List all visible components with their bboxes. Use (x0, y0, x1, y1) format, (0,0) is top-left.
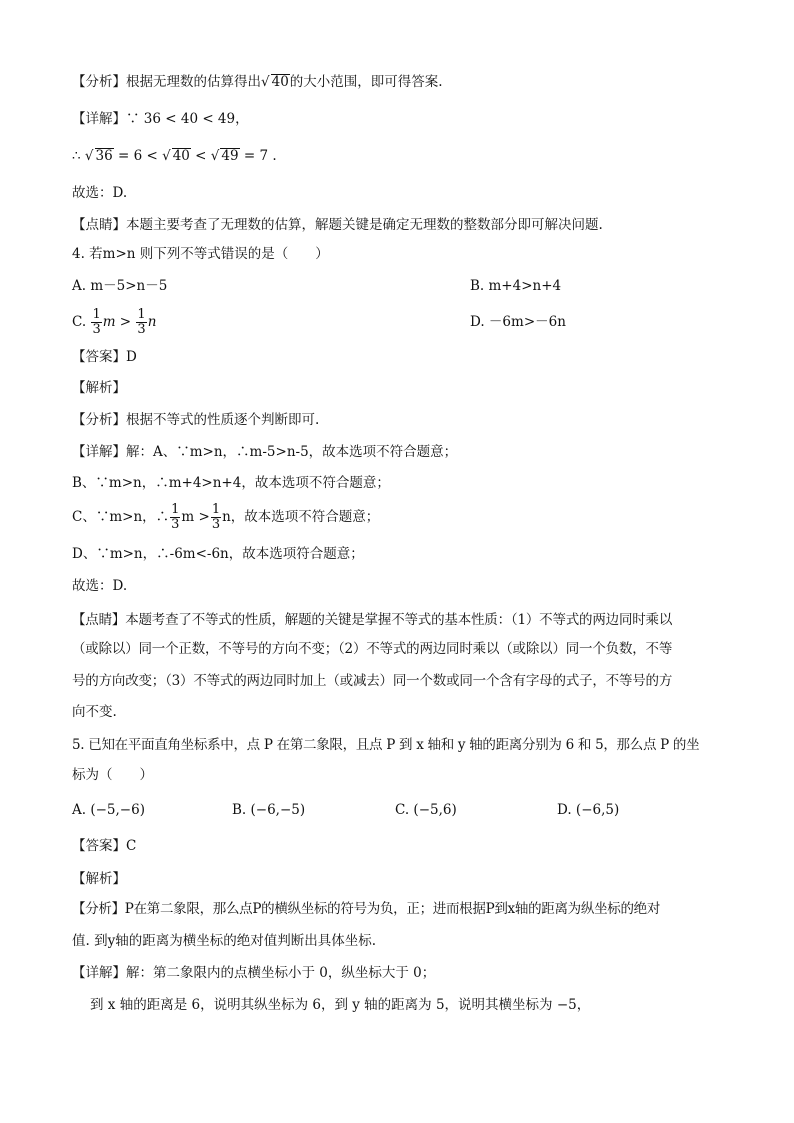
q4-option-c-m: m > (102, 314, 132, 330)
less-than: < (195, 148, 207, 164)
q4-comment-2: （或除以）同一个正数，不等号的方向不变；（2）不等式的两边同时乘以（或除以）同一个负数，不等 (72, 641, 673, 657)
q4-jiexi: 【解析】 (72, 380, 126, 396)
sqrt-40: 40 (172, 148, 190, 164)
comment-line (72, 215, 722, 235)
sqrt-36: 36 (95, 148, 113, 164)
choice-line: 故选：D. (72, 185, 128, 201)
q5-options-row (72, 800, 722, 820)
q5-detail-1: 【详解】解：第二象限内的点横坐标小于 0，纵坐标大于 0； (72, 965, 436, 981)
q5-option-d: D. (−6,5) (557, 802, 620, 818)
question-5-stem-2: 标为（ ） (72, 767, 153, 783)
comment-text: 本题主要考查了无理数的估算，解题关键是确定无理数的整数部分即可解决问题. (126, 217, 603, 233)
q4-comment-3: 号的方向改变；（3）不等式的两边同时加上（或减去）同一个数或同一个含有字母的式子，不等号的方 (72, 673, 673, 689)
q4-analysis: 【分析】根据不等式的性质逐个判断即可. (72, 412, 320, 428)
q5-detail-2: 到 x 轴的距离是 6，说明其纵坐标为 6，到 y 轴的距离为 5，说明其横坐标为 −5， (90, 997, 591, 1013)
comment-tag: 【点睛】 (72, 217, 126, 233)
analysis-text: 根据无理数的估算得出 (126, 74, 261, 90)
q5-answer: 【答案】C (72, 838, 137, 854)
analysis-line: 【分析】根据无理数的估算得出√ 40的大小范围，即可得答案. (72, 74, 443, 90)
q4-option-c-n: n (147, 314, 157, 330)
detail-inequality: ∵ 36 < 40 < 49， (126, 111, 249, 127)
q4-option-c-label: C. (72, 314, 87, 330)
fraction-one-third: $\frac{1}{3}$ (211, 502, 221, 532)
q4-option-b: B. m+4>n+4 (470, 278, 562, 294)
analysis-text: 的大小范围，即可得答案. (289, 74, 443, 90)
q4-options-row-1 (72, 276, 722, 296)
q4-answer: 【答案】D (72, 349, 137, 365)
q4-comment-1: 【点睛】本题考查了不等式的性质，解题的关键是掌握不等式的基本性质：（1）不等式的两边同时乘以 (72, 612, 673, 628)
q4-detail-d: D、∵m>n，∴-6m<-6n，故本选项符合题意； (72, 546, 364, 562)
sqrt-chain-line: ∴ √ 36 = 6 < √ 40 < √ 49 = 7 . (72, 148, 277, 164)
q4-options-row-2 (72, 305, 722, 339)
sqrt-40: 40 (271, 74, 289, 90)
q5-option-b: B. (−6,−5) (232, 802, 306, 818)
detail-line (72, 109, 722, 129)
therefore-symbol: ∴ (72, 148, 81, 164)
question-5-stem-1: 5. 已知在平面直角坐标系中，点 P 在第二象限，且点 P 到 x 轴和 y 轴的距离分别为 6 和 5，那么点 P 的坐 (72, 737, 700, 753)
fraction-one-third: $\frac{1}{3}$ (171, 502, 180, 532)
q4-detail-b: B、∵m>n，∴m+4>n+4，故本选项不符合题意； (72, 475, 390, 491)
q4-detail-a: 【详解】解：A、∵m>n，∴m-5>n-5，故本选项不符合题意； (72, 444, 458, 460)
q5-option-c: C. (−5,6) (395, 802, 457, 818)
q4-option-d: D. －6m>－6n (470, 314, 566, 330)
q4-option-a: A. m－5>n－5 (72, 278, 168, 294)
equals-six: = 6 < (117, 148, 158, 164)
q5-analysis-2: 值. 到y轴的距离为横坐标的绝对值判断出具体坐标. (72, 933, 376, 949)
detail-tag: 【详解】 (72, 111, 126, 127)
equals-seven: = 7 . (243, 148, 277, 164)
q4-choice: 故选：D. (72, 578, 128, 594)
analysis-tag: 【分析】 (72, 74, 126, 90)
q5-option-a: A. (−5,−6) (72, 802, 145, 818)
sqrt-49: 49 (221, 148, 239, 164)
q5-analysis-1: 【分析】P在第二象限，那么点P的横纵坐标的符号为负，正；进而根据P到x轴的距离为纵坐标的绝对 (72, 901, 661, 917)
fraction-one-third: $\frac{1}{3}$ (137, 307, 146, 337)
q4-detail-c: C、∵m>n，∴ $\frac{1}{3}$ m > $\frac{1}{3}$ n，故本选项不符合题意； (72, 502, 380, 532)
q5-jiexi: 【解析】 (72, 871, 126, 887)
q4-comment-4: 向不变. (72, 704, 117, 720)
fraction-one-third: $\frac{1}{3}$ (92, 307, 101, 337)
question-4-stem: 4. 若m>n 则下列不等式错误的是（ ） (72, 246, 329, 262)
